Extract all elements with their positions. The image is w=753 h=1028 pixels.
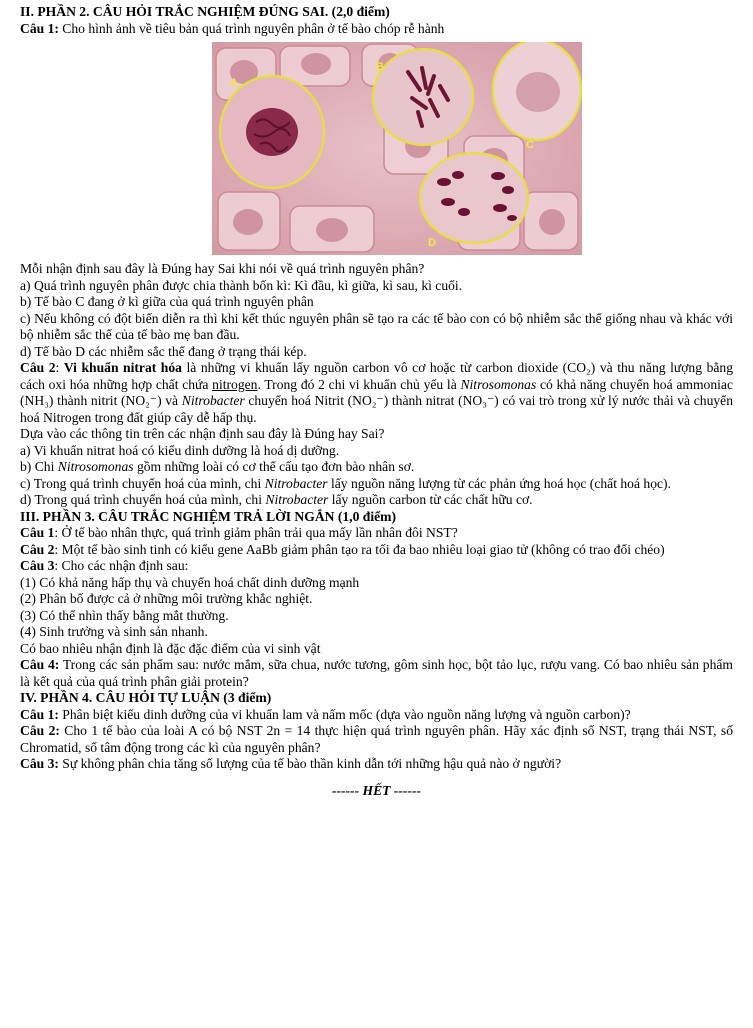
s2-q2-prompt: Dựa vào các thông tin trên các nhận định sau đây là Đúng hay Sai? (20, 426, 385, 441)
text-span: chuyển hoá Nitrit (NO₂⁻) thành nitrat (NO₃⁻) có vai trò trong xử lý nước thải và chuyển hoá Nitrogen trong đất giúp cây dễ hấp thụ. (20, 393, 733, 425)
text-span: có khả năng chuyển hoá ammoniac (NH₃) thành nitrit (NO₂⁻) và (20, 376, 733, 408)
text-span: c) Trong quá trình chuyển hoá của mình, chi (20, 475, 265, 491)
s3-question-4 (20, 657, 733, 690)
s4-question-1 (20, 707, 733, 724)
s3-question-3 (20, 558, 733, 575)
question-text: Cho hình ảnh về tiêu bản quá trình nguyên phân ở tế bào chóp rễ hành (58, 20, 445, 36)
section-3-heading: III. PHẦN 3. CÂU TRẮC NGHIỆM TRẢ LỜI NGẮN (1,0 điểm) (20, 508, 396, 524)
underlined-term: nitrogen (212, 376, 258, 392)
italic-term: Nitrobacter (265, 492, 329, 507)
section-2-heading: II. PHẦN 2. CÂU HỎI TRẮC NGHIỆM ĐÚNG SAI. (2,0 điểm) (20, 4, 390, 19)
question-text: : Cho các nhận định sau: (54, 558, 189, 573)
question-label: Câu 1: (20, 20, 59, 36)
label-b: B (376, 61, 384, 73)
s2-question-1 (20, 21, 733, 38)
question-label: Câu 3: (20, 756, 59, 771)
s3-question-1 (20, 525, 733, 542)
question-text: : Ở tế bào nhân thực, quá trình giảm phân trải qua mấy lần nhân đôi NST? (54, 525, 458, 540)
s2-q2-option-b (20, 459, 733, 476)
question-text: Cho 1 tế bào của loài A có bộ NST 2n = 14 thực hiện quá trình nguyên phân. Hãy xác định số NST, trạng thái NST, số Chromatid, số tâm động trong các kì của nguyên phân? (20, 723, 733, 755)
s3-q3-item: (1) Có khả năng hấp thụ và chuyển hoá chất dinh dưỡng mạnh (20, 574, 360, 590)
s3-q3-item: (2) Phân bố được cả ở những môi trường khắc nghiệt. (20, 591, 313, 606)
s4-question-3 (20, 756, 733, 773)
s2-q1-option-c: c) Nếu không có đột biến diễn ra thì khi kết thúc nguyên phân sẽ tạo ra các tế bào con có bộ nhiễm sắc thể giống nhau và khác với bộ nhiễm sắc thể của tế bào mẹ ban đầu. (20, 310, 733, 342)
section-4-heading: IV. PHẦN 4. CÂU HỎI TỰ LUẬN (3 điểm) (20, 690, 272, 705)
s3-q3-item: (4) Sinh trưởng và sinh sản nhanh. (20, 624, 208, 639)
italic-term: Nitrosomonas (460, 376, 537, 392)
text-span: . Trong đó 2 chi vi khuẩn chủ yếu là (257, 376, 461, 392)
text-span: là những vi khuẩn lấy nguồn carbon vô cơ hoặc từ carbon dioxide (CO₂) và thu năng lượng bằng cách oxi hóa những hợp chất chứa (20, 360, 733, 392)
s2-q1-prompt: Mỗi nhận định sau đây là Đúng hay Sai khi nói về quá trình nguyên phân? (20, 261, 425, 276)
italic-term: Nitrobacter (181, 393, 245, 408)
question-text: Phân biệt kiểu dinh dưỡng của vi khuẩn lam và nấm mốc (dựa vào nguồn năng lượng và nguồn carbon)? (58, 706, 631, 722)
question-label: Câu 4: (20, 657, 60, 672)
s2-q2-option-c (20, 476, 733, 493)
text-span: lấy nguồn năng lượng từ các phản ứng hoá học (chất hoá học). (327, 475, 671, 491)
italic-term: Nitrosomonas (57, 459, 134, 474)
text-span: lấy nguồn carbon từ các chất hữu cơ. (328, 492, 533, 507)
question-label: Câu 1: (20, 706, 59, 722)
label-a: A (230, 77, 238, 89)
end-marker: ------ HẾT ------ (331, 782, 422, 798)
s3-question-2 (20, 542, 733, 559)
text-span: gồm những loài có cơ thể cấu tạo đơn bào nhân sơ. (133, 459, 415, 474)
s2-q2-option-d (20, 492, 733, 509)
question-label: Câu 1 (20, 525, 55, 540)
mitosis-micrograph (212, 42, 582, 255)
text-span: b) Chi (20, 459, 58, 474)
s2-question-2 (20, 360, 733, 426)
question-label: Câu 2 (20, 541, 55, 557)
text-span: : (55, 360, 64, 375)
s4-question-2 (20, 723, 733, 756)
s3-q3-item: (3) Có thể nhìn thấy bằng mắt thường. (20, 607, 229, 623)
question-label: Câu 3 (20, 558, 55, 573)
s3-q3-prompt: Có bao nhiêu nhận định là đặc đặc điểm của vi sinh vật (20, 640, 321, 656)
question-label: Câu 2 (20, 360, 56, 375)
micrograph-image (212, 42, 582, 255)
question-label: Câu 2: (20, 723, 60, 738)
label-d: D (428, 237, 436, 249)
s2-q1-option-b: b) Tế bào C đang ở kì giữa của quá trình nguyên phân (20, 294, 314, 309)
question-text: Sự không phân chia tăng số lượng của tế bào thần kinh dẫn tới những hậu quả nào ở người? (58, 756, 562, 771)
bold-term: Vi khuẩn nitrat hóa (63, 360, 182, 375)
italic-term: Nitrobacter (264, 475, 328, 491)
s2-q2-option-a: a) Vi khuẩn nitrat hoá có kiểu dinh dưỡng là hoá dị dưỡng. (20, 442, 340, 458)
question-text: Trong các sản phẩm sau: nước mắm, sữa chua, nước tương, gôm sinh học, bột tảo lục, rượu vang. Có bao nhiêu sản phẩm là kết quả của quá trình phân giải protein? (20, 657, 733, 689)
question-text: : Một tế bào sinh tinh có kiểu gene AaBb giảm phân tạo ra tối đa bao nhiêu loại giao tử (không có trao đổi chéo) (54, 541, 665, 557)
s2-q1-option-d: d) Tế bào D các nhiễm sắc thể đang ở trạng thái kép. (20, 343, 307, 359)
text-span: d) Trong quá trình chuyển hoá của mình, chi (20, 492, 266, 507)
s2-q1-option-a: a) Quá trình nguyên phân được chia thành bốn kì: Kì đầu, kì giữa, kì sau, kì cuối. (20, 277, 463, 293)
label-c: C (526, 139, 534, 151)
